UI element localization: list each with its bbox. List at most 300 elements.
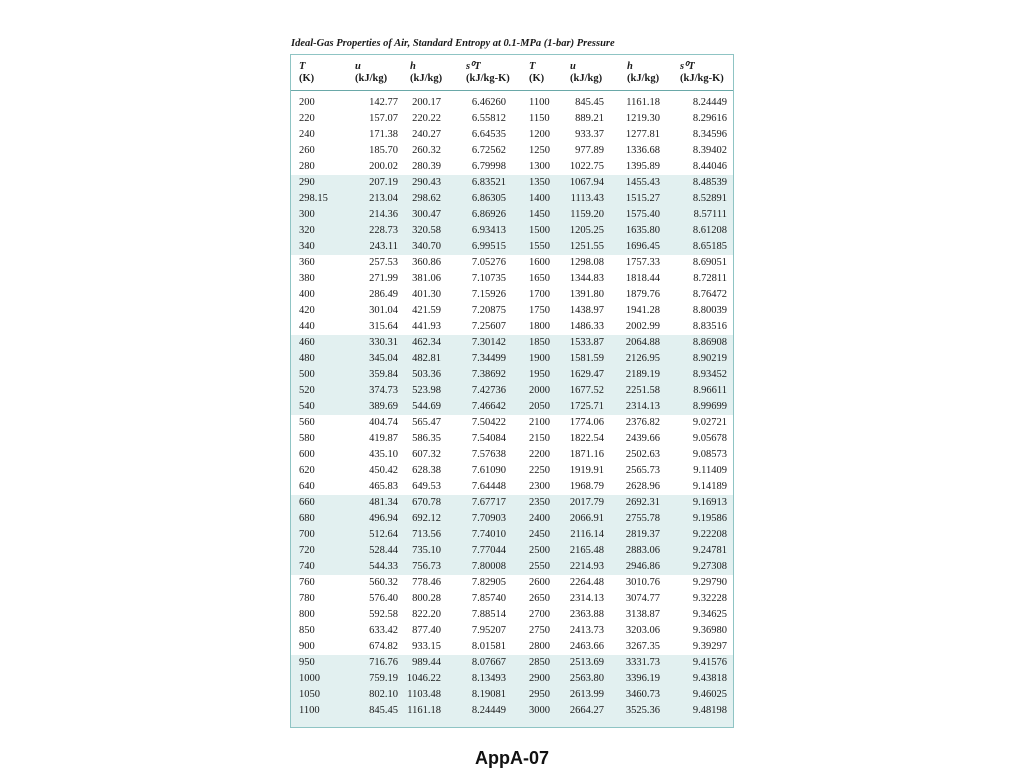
table-cell: 320.58 — [412, 225, 441, 236]
table-cell: 1067.94 — [569, 177, 604, 188]
table-cell: 207.19 — [369, 177, 398, 188]
column-symbol: s⁰T — [680, 61, 695, 72]
table-cell: 460 — [299, 337, 315, 348]
table-row — [291, 591, 733, 607]
table-row — [291, 575, 733, 591]
table-cell: 845.45 — [575, 97, 604, 108]
table-cell: 560.32 — [369, 577, 398, 588]
table-cell: 780 — [299, 593, 315, 604]
table-cell: 260 — [299, 145, 315, 156]
table-cell: 9.29790 — [692, 577, 727, 588]
column-symbol: s⁰T — [466, 61, 481, 72]
table-cell: 2850 — [529, 657, 550, 668]
table-cell: 7.42736 — [471, 385, 506, 396]
table-cell: 1550 — [529, 241, 550, 252]
table-cell: 3396.19 — [625, 673, 660, 684]
table-cell: 2400 — [529, 513, 550, 524]
table-cell: 633.42 — [369, 625, 398, 636]
table-cell: 2116.14 — [570, 529, 604, 540]
table-cell: 374.73 — [369, 385, 398, 396]
table-cell: 989.44 — [412, 657, 441, 668]
table-cell: 778.46 — [412, 577, 441, 588]
table-cell: 520 — [299, 385, 315, 396]
column-header — [529, 61, 544, 85]
table-cell: 1800 — [529, 321, 550, 332]
table-cell: 2463.66 — [569, 641, 604, 652]
table-cell: 1900 — [529, 353, 550, 364]
table-cell: 3267.35 — [625, 641, 660, 652]
table-cell: 560 — [299, 417, 315, 428]
table-cell: 540 — [299, 401, 315, 412]
table-cell: 1850 — [529, 337, 550, 348]
table-cell: 1395.89 — [625, 161, 660, 172]
table-cell: 670.78 — [412, 497, 441, 508]
table-cell: 9.11409 — [693, 465, 727, 476]
table-row — [291, 223, 733, 239]
table-cell: 450.42 — [369, 465, 398, 476]
table-cell: 7.85740 — [471, 593, 506, 604]
table-cell: 257.53 — [369, 257, 398, 268]
table-cell: 171.38 — [369, 129, 398, 140]
table-cell: 320 — [299, 225, 315, 236]
table-cell: 1159.20 — [570, 209, 604, 220]
table-cell: 9.16913 — [692, 497, 727, 508]
table-cell: 8.76472 — [692, 289, 727, 300]
table-cell: 2550 — [529, 561, 550, 572]
table-cell: 280 — [299, 161, 315, 172]
table-cell: 1818.44 — [625, 273, 660, 284]
table-cell: 1968.79 — [569, 481, 604, 492]
table-cell: 2214.93 — [569, 561, 604, 572]
table-cell: 1950 — [529, 369, 550, 380]
table-cell: 421.59 — [412, 305, 441, 316]
table-cell: 2600 — [529, 577, 550, 588]
column-header — [466, 61, 510, 85]
table-cell: 240 — [299, 129, 315, 140]
table-row — [291, 703, 733, 719]
table-cell: 9.41576 — [692, 657, 727, 668]
table-cell: 544.33 — [369, 561, 398, 572]
table-cell: 692.12 — [412, 513, 441, 524]
table-cell: 389.69 — [369, 401, 398, 412]
column-header — [410, 61, 442, 85]
table-cell: 1696.45 — [625, 241, 660, 252]
table-cell: 1822.54 — [569, 433, 604, 444]
table-cell: 877.40 — [412, 625, 441, 636]
table-row — [291, 655, 733, 671]
table-cell: 2300 — [529, 481, 550, 492]
table-cell: 1700 — [529, 289, 550, 300]
table-cell: 1575.40 — [625, 209, 660, 220]
table-row — [291, 111, 733, 127]
table-cell: 360 — [299, 257, 315, 268]
table-cell: 9.43818 — [692, 673, 727, 684]
table-cell: 1500 — [529, 225, 550, 236]
table-header — [291, 55, 733, 91]
table-cell: 1277.81 — [625, 129, 660, 140]
column-unit: (kJ/kg) — [410, 73, 443, 84]
table-row — [291, 495, 733, 511]
table-row — [291, 207, 733, 223]
table-cell: 8.83516 — [692, 321, 727, 332]
table-row — [291, 383, 733, 399]
table-cell: 2002.99 — [625, 321, 660, 332]
table-cell: 1438.97 — [569, 305, 604, 316]
table-row — [291, 463, 733, 479]
table-cell: 480 — [299, 353, 315, 364]
table-cell: 7.67717 — [471, 497, 506, 508]
table-cell: 1100 — [299, 705, 320, 716]
table-cell: 7.88514 — [471, 609, 506, 620]
table-cell: 2450 — [529, 529, 550, 540]
table-cell: 290.43 — [412, 177, 441, 188]
column-unit: (K) — [529, 73, 545, 84]
table-cell: 2264.48 — [569, 577, 604, 588]
table-cell: 800.28 — [412, 593, 441, 604]
table-cell: 300 — [299, 209, 315, 220]
table-cell: 2950 — [529, 689, 550, 700]
table-cell: 2946.86 — [625, 561, 660, 572]
table-cell: 2700 — [529, 609, 550, 620]
table-cell: 7.74010 — [471, 529, 506, 540]
table-cell: 2819.37 — [625, 529, 660, 540]
table-cell: 1391.80 — [569, 289, 604, 300]
column-symbol: h — [627, 61, 633, 72]
column-header — [627, 61, 659, 85]
table-cell: 2150 — [529, 433, 550, 444]
table-cell: 3010.76 — [625, 577, 660, 588]
table-cell: 6.72562 — [471, 145, 506, 156]
table-cell: 2251.58 — [625, 385, 660, 396]
table-row — [291, 271, 733, 287]
table-cell: 6.55812 — [471, 113, 506, 124]
table-cell: 359.84 — [369, 369, 398, 380]
table-cell: 8.48539 — [692, 177, 727, 188]
table-cell: 3331.73 — [625, 657, 660, 668]
table-cell: 1879.76 — [625, 289, 660, 300]
table-cell: 6.83521 — [471, 177, 506, 188]
table-cell: 1450 — [529, 209, 550, 220]
table-row — [291, 511, 733, 527]
table-cell: 592.58 — [369, 609, 398, 620]
table-cell: 7.95207 — [471, 625, 506, 636]
table-cell: 2692.31 — [625, 497, 660, 508]
table-cell: 9.36980 — [692, 625, 727, 636]
column-symbol: h — [410, 61, 416, 72]
table-cell: 3460.73 — [625, 689, 660, 700]
table-cell: 462.34 — [412, 337, 441, 348]
table-cell: 301.04 — [369, 305, 398, 316]
table-cell: 1919.91 — [569, 465, 604, 476]
table-cell: 9.48198 — [692, 705, 727, 716]
table-cell: 8.34596 — [692, 129, 727, 140]
table-row — [291, 447, 733, 463]
table-cell: 1581.59 — [569, 353, 604, 364]
table-row — [291, 623, 733, 639]
table-cell: 1298.08 — [569, 257, 604, 268]
table-cell: 200.02 — [369, 161, 398, 172]
table-cell: 345.04 — [369, 353, 398, 364]
column-symbol: T — [299, 61, 306, 72]
table-cell: 1344.83 — [569, 273, 604, 284]
table-cell: 2565.73 — [625, 465, 660, 476]
table-row — [291, 351, 733, 367]
table-cell: 300.47 — [412, 209, 441, 220]
table-cell: 8.90219 — [692, 353, 727, 364]
column-unit: (kJ/kg) — [570, 73, 603, 84]
table-cell: 9.46025 — [692, 689, 727, 700]
table-cell: 7.30142 — [471, 337, 506, 348]
table-cell: 2650 — [529, 593, 550, 604]
table-cell: 9.24781 — [692, 545, 727, 556]
table-cell: 2613.99 — [569, 689, 604, 700]
table-cell: 381.06 — [412, 273, 441, 284]
table-cell: 220.22 — [412, 113, 441, 124]
table-cell: 9.08573 — [692, 449, 727, 460]
table-cell: 1219.30 — [625, 113, 660, 124]
table-cell: 9.02721 — [692, 417, 727, 428]
table-cell: 7.61090 — [471, 465, 506, 476]
table-cell: 1677.52 — [569, 385, 604, 396]
table-cell: 600 — [299, 449, 315, 460]
table-cell: 7.50422 — [471, 417, 506, 428]
table-row — [291, 415, 733, 431]
table-cell: 674.82 — [369, 641, 398, 652]
table-cell: 1100 — [529, 97, 550, 108]
table-cell: 8.07667 — [471, 657, 506, 668]
table-cell: 2066.91 — [569, 513, 604, 524]
table-row — [291, 319, 733, 335]
table-cell: 8.65185 — [692, 241, 727, 252]
table-cell: 6.46260 — [471, 97, 506, 108]
table-cell: 2513.69 — [569, 657, 604, 668]
table-cell: 420 — [299, 305, 315, 316]
table-row — [291, 255, 733, 271]
table-row — [291, 639, 733, 655]
table-cell: 7.10735 — [471, 273, 506, 284]
table-cell: 9.39297 — [692, 641, 727, 652]
table-cell: 500 — [299, 369, 315, 380]
table-cell: 380 — [299, 273, 315, 284]
table-cell: 2314.13 — [569, 593, 604, 604]
table-cell: 933.15 — [412, 641, 441, 652]
table-cell: 6.64535 — [471, 129, 506, 140]
table-cell: 1757.33 — [625, 257, 660, 268]
table-cell: 2165.48 — [569, 545, 604, 556]
column-header — [299, 61, 314, 85]
table-cell: 9.19586 — [692, 513, 727, 524]
table-cell: 7.80008 — [471, 561, 506, 572]
column-unit: (kJ/kg) — [627, 73, 660, 84]
table-cell: 8.80039 — [692, 305, 727, 316]
table-cell: 496.94 — [369, 513, 398, 524]
table-cell: 6.93413 — [471, 225, 506, 236]
table-cell: 1161.18 — [626, 97, 660, 108]
table-cell: 2502.63 — [625, 449, 660, 460]
table-cell: 640 — [299, 481, 315, 492]
table-cell: 1205.25 — [569, 225, 604, 236]
table-cell: 185.70 — [369, 145, 398, 156]
table-row — [291, 239, 733, 255]
column-symbol: u — [570, 61, 576, 72]
table-cell: 8.44046 — [692, 161, 727, 172]
table-cell: 1774.06 — [569, 417, 604, 428]
table-cell: 435.10 — [369, 449, 398, 460]
table-cell: 802.10 — [369, 689, 398, 700]
table-cell: 8.24449 — [471, 705, 506, 716]
table-row — [291, 287, 733, 303]
table-cell: 1150 — [529, 113, 550, 124]
table-cell: 822.20 — [412, 609, 441, 620]
table-cell: 2200 — [529, 449, 550, 460]
table-cell: 586.35 — [412, 433, 441, 444]
table-cell: 1300 — [529, 161, 550, 172]
table-cell: 298.62 — [412, 193, 441, 204]
table-cell: 1022.75 — [569, 161, 604, 172]
table-cell: 720 — [299, 545, 315, 556]
table-cell: 649.53 — [412, 481, 441, 492]
table-cell: 1635.80 — [625, 225, 660, 236]
column-unit: (kJ/kg) — [355, 73, 388, 84]
table-cell: 760 — [299, 577, 315, 588]
table-cell: 315.64 — [369, 321, 398, 332]
table-cell: 440 — [299, 321, 315, 332]
table-cell: 1650 — [529, 273, 550, 284]
table-cell: 2800 — [529, 641, 550, 652]
table-cell: 889.21 — [575, 113, 604, 124]
table-cell: 2064.88 — [625, 337, 660, 348]
table-cell: 1725.71 — [569, 401, 604, 412]
table-cell: 482.81 — [412, 353, 441, 364]
column-symbol: T — [529, 61, 536, 72]
table-cell: 759.19 — [369, 673, 398, 684]
table-cell: 8.13493 — [471, 673, 506, 684]
table-cell: 2250 — [529, 465, 550, 476]
table-cell: 6.86305 — [471, 193, 506, 204]
table-cell: 1629.47 — [569, 369, 604, 380]
table-cell: 6.99515 — [471, 241, 506, 252]
table-cell: 2628.96 — [625, 481, 660, 492]
table-cell: 157.07 — [369, 113, 398, 124]
table-cell: 1350 — [529, 177, 550, 188]
table-cell: 1200 — [529, 129, 550, 140]
table-cell: 1046.22 — [406, 673, 441, 684]
table-cell: 9.05678 — [692, 433, 727, 444]
table-cell: 213.04 — [369, 193, 398, 204]
table-cell: 8.52891 — [692, 193, 727, 204]
table-cell: 8.86908 — [692, 337, 727, 348]
table-cell: 8.19081 — [471, 689, 506, 700]
table-row — [291, 671, 733, 687]
table-row — [291, 431, 733, 447]
table-cell: 2363.88 — [569, 609, 604, 620]
table-cell: 260.32 — [412, 145, 441, 156]
table-cell: 2439.66 — [625, 433, 660, 444]
slide-caption: AppA-07 — [474, 748, 549, 768]
table-row — [291, 95, 733, 111]
table-cell: 503.36 — [412, 369, 441, 380]
table-cell: 8.39402 — [692, 145, 727, 156]
table-cell: 271.99 — [369, 273, 398, 284]
table-cell: 2900 — [529, 673, 550, 684]
table-row — [291, 143, 733, 159]
table-cell: 8.72811 — [693, 273, 727, 284]
table-cell: 2755.78 — [625, 513, 660, 524]
table-cell: 7.34499 — [471, 353, 506, 364]
table-cell: 2126.95 — [625, 353, 660, 364]
table-cell: 800 — [299, 609, 315, 620]
table-cell: 214.36 — [369, 209, 398, 220]
table-cell: 1251.55 — [569, 241, 604, 252]
table-cell: 845.45 — [369, 705, 398, 716]
table-cell: 8.01581 — [471, 641, 506, 652]
table-row — [291, 303, 733, 319]
table-cell: 2350 — [529, 497, 550, 508]
table-row — [291, 335, 733, 351]
table-cell: 9.14189 — [692, 481, 727, 492]
table-cell: 465.83 — [369, 481, 398, 492]
table-cell: 8.96611 — [693, 385, 727, 396]
table-cell: 8.99699 — [692, 401, 727, 412]
table-cell: 700 — [299, 529, 315, 540]
table-cell: 8.61208 — [692, 225, 727, 236]
table-cell: 735.10 — [412, 545, 441, 556]
table-cell: 401.30 — [412, 289, 441, 300]
table-cell: 950 — [299, 657, 315, 668]
table-cell: 8.93452 — [692, 369, 727, 380]
table-cell: 441.93 — [412, 321, 441, 332]
table-cell: 7.20875 — [471, 305, 506, 316]
column-unit: (kJ/kg-K) — [466, 73, 510, 84]
table-cell: 900 — [299, 641, 315, 652]
table-cell: 220 — [299, 113, 315, 124]
table-cell: 933.37 — [575, 129, 604, 140]
table-cell: 419.87 — [369, 433, 398, 444]
table-cell: 200 — [299, 97, 315, 108]
table-cell: 565.47 — [412, 417, 441, 428]
table-cell: 2000 — [529, 385, 550, 396]
property-table — [290, 54, 734, 728]
table-cell: 2413.73 — [569, 625, 604, 636]
table-cell: 298.15 — [299, 193, 328, 204]
table-cell: 7.82905 — [471, 577, 506, 588]
table-cell: 404.74 — [369, 417, 398, 428]
table-cell: 340.70 — [412, 241, 441, 252]
column-unit: (K) — [299, 73, 315, 84]
table-cell: 2664.27 — [569, 705, 604, 716]
table-cell: 756.73 — [412, 561, 441, 572]
table-cell: 1250 — [529, 145, 550, 156]
table-cell: 680 — [299, 513, 315, 524]
table-cell: 580 — [299, 433, 315, 444]
table-row — [291, 527, 733, 543]
table-row — [291, 191, 733, 207]
table-cell: 1941.28 — [625, 305, 660, 316]
table-cell: 660 — [299, 497, 315, 508]
table-cell: 620 — [299, 465, 315, 476]
table-cell: 1000 — [299, 673, 320, 684]
table-cell: 7.77044 — [471, 545, 506, 556]
table-cell: 3525.36 — [625, 705, 660, 716]
table-cell: 544.69 — [412, 401, 441, 412]
table-cell: 7.57638 — [471, 449, 506, 460]
table-cell: 9.22208 — [692, 529, 727, 540]
table-row — [291, 159, 733, 175]
table-cell: 2563.80 — [569, 673, 604, 684]
table-cell: 7.46642 — [471, 401, 506, 412]
table-cell: 2017.79 — [569, 497, 604, 508]
table-cell: 6.86926 — [471, 209, 506, 220]
